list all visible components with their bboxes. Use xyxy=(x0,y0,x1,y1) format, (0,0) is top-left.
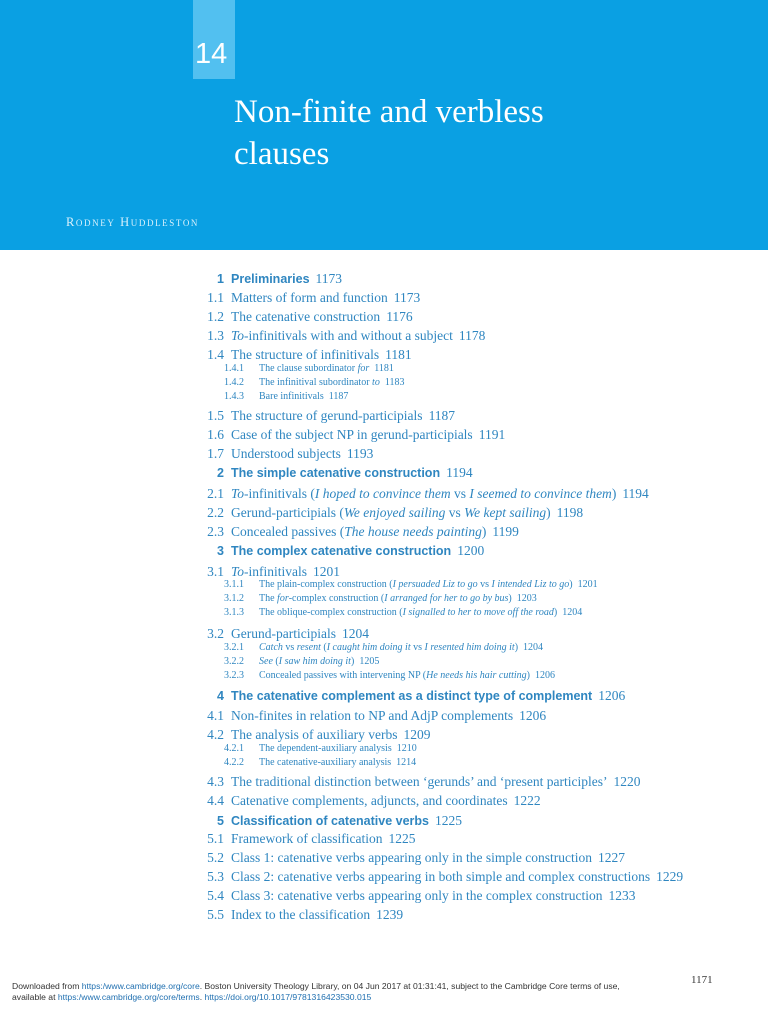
toc-entry-title xyxy=(231,544,451,558)
toc-entry-text xyxy=(231,347,412,363)
toc-title-part: ) xyxy=(569,579,573,590)
toc-entry-title xyxy=(231,505,551,520)
toc-entry-number: 1.4.2 xyxy=(224,377,244,388)
toc-title-part: Matters of form and function xyxy=(231,290,388,305)
toc-entry-page: 1225 xyxy=(435,813,462,828)
toc-entry-text xyxy=(259,377,404,388)
toc-entry-text xyxy=(231,869,683,885)
toc-title-italic-part: I signalled to her to move off the road xyxy=(402,607,554,618)
toc-entry-title xyxy=(259,656,354,667)
toc-title-part: ) xyxy=(514,642,519,653)
toc-title-part: Class 3: catenative verbs appearing only in the complex construction xyxy=(231,888,603,903)
toc-title-italic-part: I saw him doing it xyxy=(278,656,351,667)
toc-title-part: Non-finites in relation to NP and AdjP complements xyxy=(231,708,514,723)
toc-title-part: The plain-complex construction ( xyxy=(259,579,393,590)
toc-entry-page: 1199 xyxy=(492,524,519,539)
toc-title-part: vs xyxy=(477,579,492,590)
toc-entry-text xyxy=(231,524,519,540)
toc-entry-number: 1.4.1 xyxy=(224,363,244,374)
toc-entry-page: 1181 xyxy=(374,363,394,374)
toc-entry-title xyxy=(231,708,513,723)
toc-title-italic-part: I hoped to convince them xyxy=(314,486,451,501)
toc-entry-title xyxy=(231,793,508,808)
toc-entry-number: 4.4 xyxy=(207,793,224,808)
toc-title-italic-part: I caught him doing it xyxy=(326,642,411,653)
footer-line2-prefix: available at xyxy=(12,992,58,1002)
toc-title-part: The clause subordinator xyxy=(259,363,358,374)
toc-title-part: vs xyxy=(410,642,425,653)
toc-title-part: -infinitivals ( xyxy=(244,486,315,501)
toc-entry-page: 1194 xyxy=(446,465,473,480)
toc-title-part: ) xyxy=(350,656,355,667)
toc-title-italic-part: I arranged for her to go by bus xyxy=(384,593,509,604)
toc-entry-page: 1201 xyxy=(313,564,341,579)
toc-entry-page: 1204 xyxy=(523,642,544,653)
toc-title-part: vs xyxy=(445,505,465,520)
toc-entry-text xyxy=(231,427,505,443)
toc-title-part: Case of the subject NP in gerund-participials xyxy=(231,427,473,442)
toc-entry-text xyxy=(231,626,369,642)
toc-title-italic-part: I persuaded Liz to go xyxy=(392,579,478,590)
toc-entry-page: 1225 xyxy=(388,831,416,846)
toc-title-part: ( xyxy=(272,656,279,667)
toc-entry-text xyxy=(231,290,420,306)
toc-entry-number: 4.2.2 xyxy=(224,757,244,768)
toc-entry-page: 1229 xyxy=(656,869,684,884)
toc-title-part: -infinitivals xyxy=(244,564,308,579)
toc-entry-text xyxy=(259,607,582,618)
toc-entry-page: 1201 xyxy=(577,579,598,590)
toc-entry-title xyxy=(231,689,592,703)
chapter-title-line1: Non-finite and verbless xyxy=(234,94,544,130)
footer-line2-mid: . xyxy=(199,992,205,1002)
toc-entry-text xyxy=(231,309,413,325)
toc-entry-number: 1.7 xyxy=(207,446,224,461)
toc-entry-page: 1204 xyxy=(341,626,369,641)
toc-entry-page: 1193 xyxy=(346,446,374,461)
toc-entry-text xyxy=(231,446,373,462)
toc-entry-number: 1.5 xyxy=(207,408,224,423)
toc-entry-text xyxy=(231,564,340,580)
toc-entry-page: 1198 xyxy=(556,505,584,520)
toc-title-part: Classification of catenative verbs xyxy=(231,814,429,828)
toc-entry-title xyxy=(231,328,453,343)
toc-title-italic-part: for xyxy=(357,363,370,374)
toc-entry-title xyxy=(231,524,486,539)
toc-entry-title xyxy=(231,727,397,742)
toc-title-part: The oblique-complex construction ( xyxy=(259,607,403,618)
toc-entry-text xyxy=(231,271,342,287)
toc-entry-text xyxy=(231,813,462,829)
toc-entry-page: 1239 xyxy=(376,907,404,922)
toc-entry-page: 1183 xyxy=(384,377,405,388)
toc-entry-page: 1203 xyxy=(516,593,537,604)
toc-entry-page: 1209 xyxy=(403,727,431,742)
toc-title-italic-part: Catch xyxy=(259,642,283,653)
toc-entry-page: 1222 xyxy=(513,793,541,808)
toc-entry-title xyxy=(259,579,573,590)
chapter-title xyxy=(234,91,754,175)
toc-entry-text xyxy=(231,831,415,847)
toc-entry-title xyxy=(231,831,382,846)
toc-entry-page: 1187 xyxy=(328,391,349,402)
toc-entry-number: 4.3 xyxy=(207,774,224,789)
toc-title-italic-part: I resented him doing it xyxy=(424,642,515,653)
toc-entry-number: 1.2 xyxy=(207,309,224,324)
toc-title-part: The analysis of auxiliary verbs xyxy=(231,727,398,742)
toc-title-italic-part: We kept sailing xyxy=(464,505,547,520)
toc-title-part: Concealed passives with intervening NP ( xyxy=(259,670,427,681)
footer-line1-suffix: . Boston University Theology Library, on 04 Jun 2017 at 01:31:41, subject to the Cambridge Core terms of use, xyxy=(199,981,620,991)
toc-entry-number: 1.1 xyxy=(207,290,224,305)
toc-entry-title xyxy=(259,391,324,402)
toc-title-part: The xyxy=(259,593,278,604)
toc-title-italic-part: resent xyxy=(296,642,321,653)
toc-entry-page: 1187 xyxy=(428,408,456,423)
toc-entry-number: 5.3 xyxy=(207,869,224,884)
toc-entry-text xyxy=(231,708,546,724)
toc-entry-page: 1204 xyxy=(562,607,583,618)
toc-entry-text xyxy=(259,743,417,754)
toc-entry-number: 5 xyxy=(217,814,224,828)
toc-entry-page: 1176 xyxy=(386,309,413,324)
toc-entry-page: 1173 xyxy=(315,271,343,286)
toc-entry-page: 1206 xyxy=(535,670,555,681)
toc-entry-number: 1.6 xyxy=(207,427,224,442)
toc-title-italic-part: The house needs painting xyxy=(344,524,482,539)
toc-entry-text xyxy=(231,328,485,344)
toc-title-part: Class 1: catenative verbs appearing only in the simple construction xyxy=(231,850,593,865)
toc-entry-text xyxy=(259,670,555,681)
toc-entry-title xyxy=(259,607,557,618)
toc-title-part: Concealed passives ( xyxy=(231,524,345,539)
toc-entry-title xyxy=(231,272,310,286)
toc-title-italic-part: See xyxy=(259,656,273,667)
toc-title-part: ) xyxy=(508,593,512,604)
toc-entry-title xyxy=(259,757,391,768)
toc-entry-number: 5.2 xyxy=(207,850,224,865)
chapter-title-line2: clauses xyxy=(234,136,330,172)
toc-entry-title xyxy=(259,593,512,604)
toc-entry-title xyxy=(231,888,603,903)
toc-title-italic-part: To xyxy=(231,328,245,343)
toc-title-part: The catenative complement as a distinct type of complement xyxy=(231,689,593,703)
toc-title-part: The structure of infinitivals xyxy=(231,347,380,362)
toc-entry-page: 1205 xyxy=(359,656,380,667)
toc-entry-title xyxy=(231,446,341,461)
toc-title-part: The infinitival subordinator xyxy=(259,377,373,388)
toc-title-part: ) xyxy=(481,524,487,539)
toc-title-part: ) xyxy=(553,607,558,618)
toc-entry-text xyxy=(231,465,473,481)
toc-entry-text xyxy=(231,543,484,559)
toc-title-part: The simple catenative construction xyxy=(231,466,441,480)
toc-title-part: Catenative complements, adjuncts, and coordinates xyxy=(231,793,508,808)
toc-entry-text xyxy=(259,656,379,667)
toc-entry-title xyxy=(259,670,530,681)
footer-line1 xyxy=(12,981,620,992)
toc-entry-page: 1200 xyxy=(457,543,485,558)
toc-title-part: vs xyxy=(282,642,297,653)
toc-entry-number: 4 xyxy=(217,689,224,703)
toc-entry-title xyxy=(231,850,592,865)
toc-title-italic-part: He needs his hair cutting xyxy=(426,670,527,681)
toc-title-italic-part: To xyxy=(231,486,245,501)
toc-entry-page: 1214 xyxy=(396,757,417,768)
toc-entry-text xyxy=(259,391,348,402)
toc-entry-number: 3.2 xyxy=(207,626,224,641)
toc-title-part: ) xyxy=(611,486,617,501)
toc-entry-number: 1.4 xyxy=(207,347,224,362)
toc-entry-page: 1210 xyxy=(396,743,417,754)
toc-entry-page: 1173 xyxy=(393,290,421,305)
toc-title-part: -complex construction ( xyxy=(288,593,385,604)
toc-entry-number: 3.1.3 xyxy=(224,607,244,618)
toc-entry-number: 4.1 xyxy=(207,708,224,723)
toc-entry-title xyxy=(231,774,608,789)
toc-title-part: The dependent-auxiliary analysis xyxy=(259,743,392,754)
toc-entry-page: 1191 xyxy=(478,427,506,442)
core-link[interactable]: https:/www.cambridge.org/core xyxy=(81,981,200,991)
chapter-number: 14 xyxy=(195,38,228,70)
toc-entry-page: 1181 xyxy=(385,347,412,362)
toc-entry-title xyxy=(231,814,429,828)
toc-entry-text xyxy=(231,688,625,704)
toc-entry-number: 2.2 xyxy=(207,505,224,520)
toc-entry-number: 3.1.1 xyxy=(224,579,244,590)
toc-entry-number: 1.4.3 xyxy=(224,391,244,402)
toc-entry-title xyxy=(259,377,380,388)
toc-entry-text xyxy=(231,793,541,809)
toc-entry-number: 2.3 xyxy=(207,524,224,539)
toc-title-italic-part: for xyxy=(277,593,289,604)
toc-title-part: Bare infinitivals xyxy=(259,391,324,402)
toc-entry-number: 5.4 xyxy=(207,888,224,903)
toc-entry-text xyxy=(231,486,649,502)
toc-entry-title xyxy=(231,564,307,579)
toc-title-part: The traditional distinction between ‘gerunds’ and ‘present participles’ xyxy=(231,774,608,789)
toc-title-part: The structure of gerund-participials xyxy=(231,408,423,423)
chapter-author: Rodney Huddleston xyxy=(66,215,200,229)
toc-entry-number: 4.2 xyxy=(207,727,224,742)
toc-entry-text xyxy=(231,505,583,521)
terms-link[interactable]: https:/www.cambridge.org/core/terms xyxy=(57,992,200,1002)
doi-link[interactable]: https://doi.org/10.1017/9781316423530.015 xyxy=(204,992,372,1002)
toc-entry-title xyxy=(259,642,518,653)
toc-entry-text xyxy=(231,774,641,790)
toc-entry-title xyxy=(231,486,616,501)
toc-entry-page: 1233 xyxy=(608,888,636,903)
toc-entry-title xyxy=(259,743,392,754)
toc-entry-title xyxy=(231,427,473,442)
toc-entry-text xyxy=(231,907,403,923)
toc-title-part: Framework of classification xyxy=(231,831,383,846)
toc-entry-number: 3.2.2 xyxy=(224,656,244,667)
toc-entry-number: 4.2.1 xyxy=(224,743,244,754)
toc-entry-number: 3 xyxy=(217,544,224,558)
toc-entry-title xyxy=(231,347,379,362)
toc-entry-page: 1178 xyxy=(458,328,486,343)
toc-entry-number: 3.1.2 xyxy=(224,593,244,604)
toc-entry-number: 1.3 xyxy=(207,328,224,343)
toc-title-part: -infinitivals with and without a subject xyxy=(244,328,453,343)
toc-entry-number: 5.1 xyxy=(207,831,224,846)
toc-title-part: ( xyxy=(320,642,327,653)
toc-entry-title xyxy=(231,290,388,305)
toc-entry-text xyxy=(259,363,394,374)
toc-entry-title xyxy=(231,626,336,641)
toc-title-part: Understood subjects xyxy=(231,446,341,461)
toc-title-part: Gerund-participials ( xyxy=(231,505,344,520)
toc-entry-text xyxy=(231,727,430,743)
toc-entry-title xyxy=(231,869,650,884)
chapter-banner xyxy=(0,0,768,250)
toc-entry-number: 3.2.1 xyxy=(224,642,244,653)
toc-title-italic-part: I intended Liz to go xyxy=(491,579,570,590)
toc-entry-text xyxy=(231,850,625,866)
toc-entry-page: 1206 xyxy=(519,708,547,723)
toc-entry-number: 1 xyxy=(217,272,224,286)
toc-entry-text xyxy=(259,642,543,653)
toc-entry-page: 1220 xyxy=(613,774,641,789)
toc-title-part: Preliminaries xyxy=(231,272,310,286)
toc-entry-title xyxy=(231,408,423,423)
toc-entry-title xyxy=(231,466,440,480)
page-number: 1171 xyxy=(691,974,713,986)
toc-entry-text xyxy=(259,579,598,590)
toc-title-part: ) xyxy=(546,505,551,520)
toc-title-part: The complex catenative construction xyxy=(231,544,452,558)
toc-entry-number: 3.1 xyxy=(207,564,224,579)
footer-line2 xyxy=(12,992,371,1003)
toc-entry-number: 2.1 xyxy=(207,486,224,501)
toc-title-part: The catenative-auxiliary analysis xyxy=(259,757,392,768)
toc-title-part: ) xyxy=(526,670,530,681)
toc-entry-text xyxy=(231,408,455,424)
toc-entry-text xyxy=(259,757,416,768)
toc-entry-title xyxy=(259,363,369,374)
toc-title-part: Index to the classification xyxy=(231,907,371,922)
toc-entry-page: 1206 xyxy=(598,688,626,703)
toc-title-part: Class 2: catenative verbs appearing in both simple and complex constructions xyxy=(231,869,651,884)
toc-entry-number: 3.2.3 xyxy=(224,670,244,681)
toc-title-part: The catenative construction xyxy=(231,309,381,324)
toc-entry-text xyxy=(231,888,636,904)
toc-title-part: Gerund-participials xyxy=(231,626,336,641)
toc-entry-number: 5.5 xyxy=(207,907,224,922)
toc-title-italic-part: We enjoyed sailing xyxy=(343,505,446,520)
toc-entry-title xyxy=(231,907,370,922)
toc-entry-number: 2 xyxy=(217,466,224,480)
toc-title-italic-part: I seemed to convince them xyxy=(469,486,612,501)
toc-entry-page: 1227 xyxy=(598,850,626,865)
toc-entry-page: 1194 xyxy=(622,486,649,501)
toc-entry-title xyxy=(231,309,380,324)
toc-entry-text xyxy=(259,593,537,604)
toc-title-part: vs xyxy=(450,486,470,501)
toc-title-italic-part: to xyxy=(372,377,380,388)
footer-line1-prefix: Downloaded from xyxy=(12,981,82,991)
toc-title-italic-part: To xyxy=(231,564,245,579)
